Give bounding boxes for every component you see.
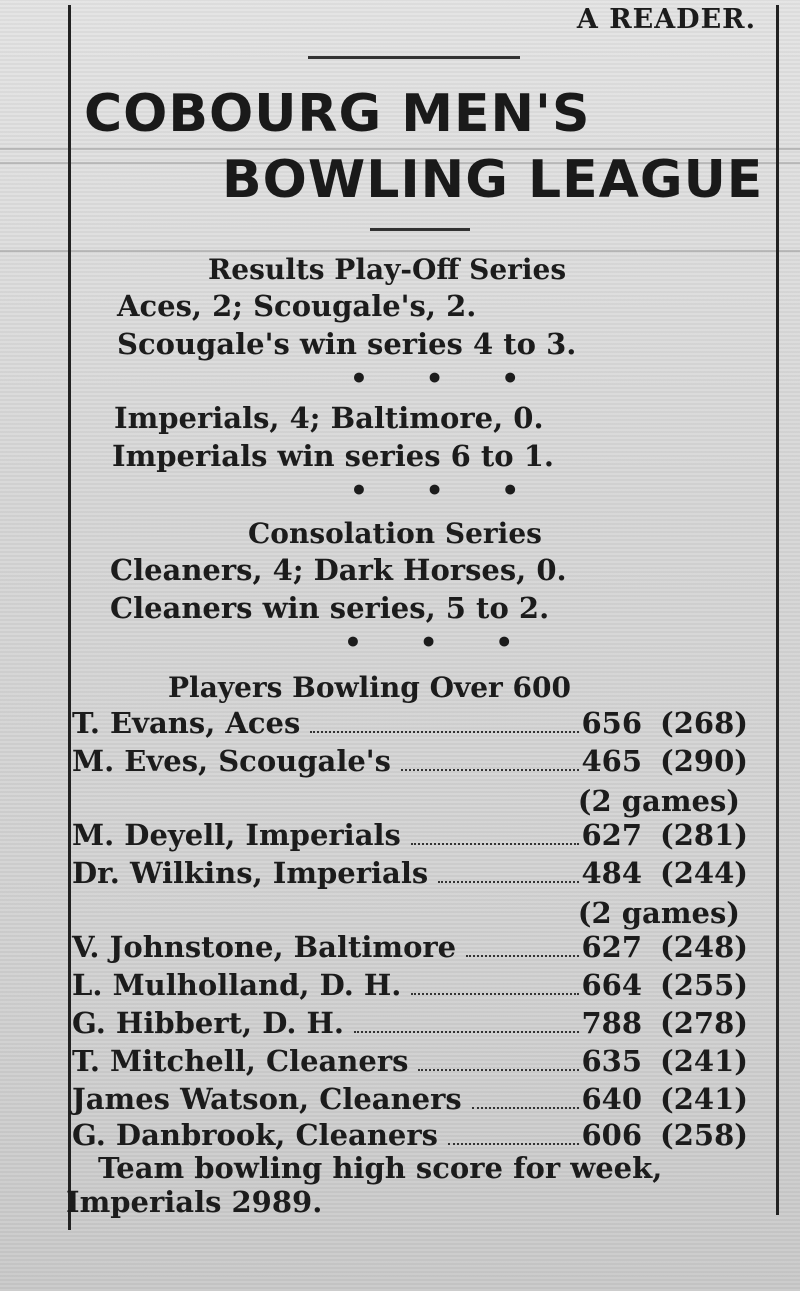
dot-leader — [448, 1143, 580, 1145]
consolation-heading: Consolation Series — [248, 517, 542, 550]
player-row — [72, 1044, 748, 1078]
player-score: 627 — [581, 930, 643, 964]
player-name: Dr. Wilkins, Imperials — [72, 856, 429, 890]
separator-dots: • • • — [350, 362, 544, 395]
dot-leader — [472, 1107, 580, 1109]
dot-leader — [411, 993, 579, 995]
player-high-game: (290) — [660, 744, 748, 778]
playoff-result-1: Aces, 2; Scougale's, 2. — [117, 289, 477, 323]
player-score: 627 — [581, 818, 643, 852]
player-high-game: (281) — [660, 818, 748, 852]
player-high-game: (255) — [660, 968, 748, 1002]
player-row — [72, 744, 748, 778]
player-high-game: (248) — [660, 930, 748, 964]
consolation-result: Cleaners, 4; Dark Horses, 0. — [110, 553, 567, 587]
team-high-line-2: Imperials 2989. — [66, 1185, 323, 1219]
dot-leader — [418, 1069, 579, 1071]
player-row — [72, 1082, 748, 1116]
dot-leader — [438, 881, 579, 883]
playoff-result-2: Imperials, 4; Baltimore, 0. — [114, 401, 544, 435]
player-name: T. Evans, Aces — [72, 706, 301, 740]
player-row — [72, 818, 748, 852]
playoff-series-1: Scougale's win series 4 to 3. — [117, 327, 577, 361]
player-note: (2 games) — [577, 784, 740, 818]
headline-line-2: BOWLING LEAGUE — [222, 150, 764, 210]
team-high-line-1: Team bowling high score for week, — [98, 1151, 663, 1185]
player-name: M. Deyell, Imperials — [72, 818, 401, 852]
separator-dots: • • • — [344, 626, 538, 659]
dot-leader — [310, 731, 579, 733]
dot-leader — [354, 1031, 579, 1033]
player-score: 465 — [581, 744, 643, 778]
player-name: G. Hibbert, D. H. — [72, 1006, 345, 1040]
player-name: G. Danbrook, Cleaners — [72, 1118, 438, 1152]
playoff-heading: Results Play-Off Series — [208, 253, 567, 286]
player-row — [72, 1006, 748, 1040]
dot-leader — [401, 769, 579, 771]
player-name: L. Mulholland, D. H. — [72, 968, 402, 1002]
player-score: 484 — [581, 856, 643, 890]
playoff-series-2: Imperials win series 6 to 1. — [112, 439, 554, 473]
player-high-game: (241) — [660, 1044, 748, 1078]
player-score: 788 — [581, 1006, 643, 1040]
player-high-game: (244) — [660, 856, 748, 890]
divider — [308, 56, 520, 59]
paper-crease — [0, 250, 800, 252]
separator-dots: • • • — [350, 474, 544, 507]
player-row — [72, 1118, 748, 1152]
player-score: 606 — [581, 1118, 643, 1152]
player-high-game: (258) — [660, 1118, 748, 1152]
player-score: 640 — [581, 1082, 643, 1116]
player-score: 656 — [581, 706, 643, 740]
player-score: 635 — [581, 1044, 643, 1078]
player-note: (2 games) — [577, 896, 740, 930]
player-high-game: (241) — [660, 1082, 748, 1116]
player-name: V. Johnstone, Baltimore — [72, 930, 457, 964]
divider — [370, 228, 470, 231]
dot-leader — [411, 843, 580, 845]
player-score: 664 — [581, 968, 643, 1002]
player-high-game: (268) — [660, 706, 748, 740]
column-rule-right — [776, 5, 779, 1215]
dot-leader — [466, 955, 579, 957]
player-row — [72, 930, 748, 964]
player-name: T. Mitchell, Cleaners — [72, 1044, 409, 1078]
headline-line-1: COBOURG MEN'S — [84, 84, 591, 144]
player-row — [72, 856, 748, 890]
consolation-series: Cleaners win series, 5 to 2. — [110, 591, 550, 625]
player-name: James Watson, Cleaners — [72, 1082, 462, 1116]
player-row — [72, 706, 748, 740]
letter-signature: A READER. — [576, 4, 756, 35]
players-heading: Players Bowling Over 600 — [168, 671, 572, 704]
player-high-game: (278) — [660, 1006, 748, 1040]
player-row — [72, 968, 748, 1002]
column-rule-left — [68, 5, 71, 1230]
player-name: M. Eves, Scougale's — [72, 744, 391, 778]
